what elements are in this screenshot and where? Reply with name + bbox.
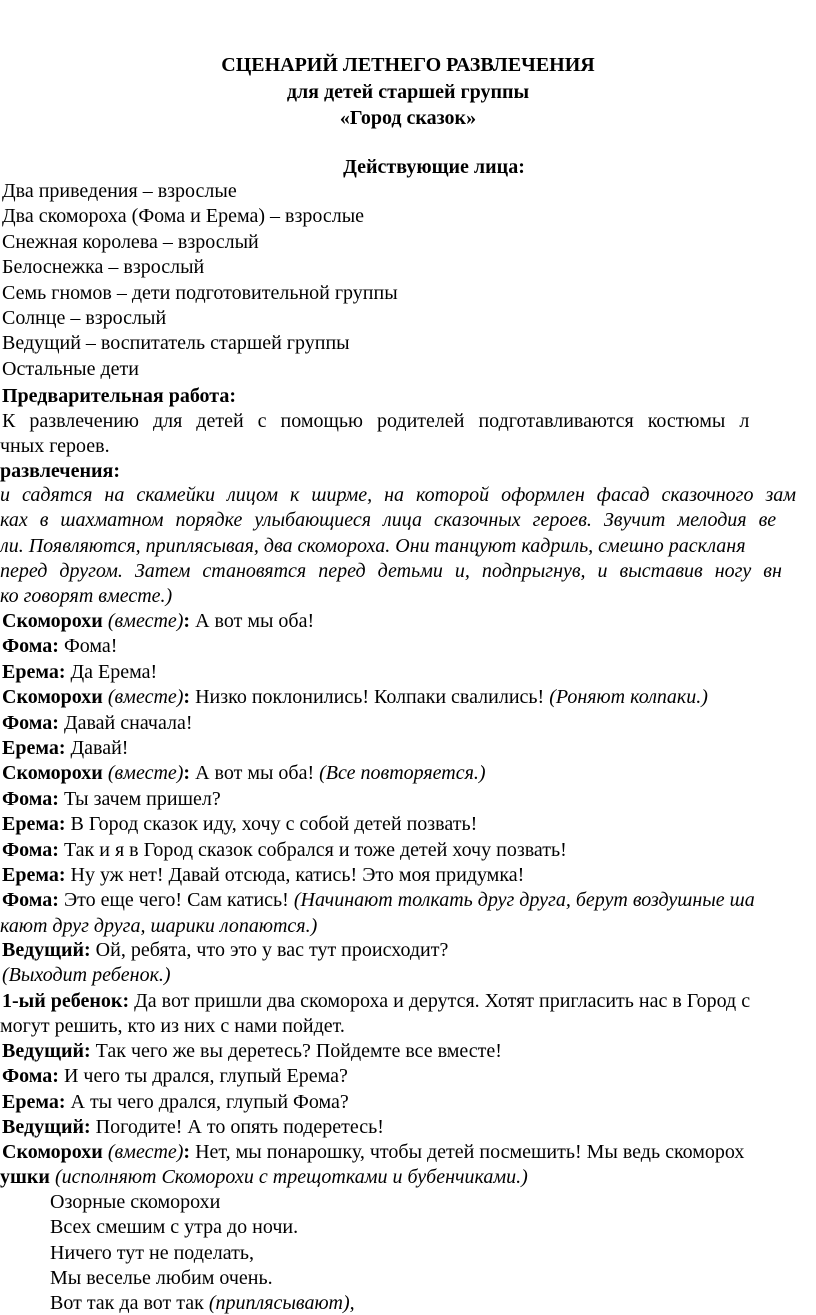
dialogue-line <box>2 710 816 736</box>
document-subtitle: для детей старшей группы <box>286 81 530 103</box>
speaker: Скоморохи <box>2 1141 103 1163</box>
speaker: Фома: <box>2 889 59 912</box>
dialogue-line <box>2 786 816 812</box>
dialogue-line <box>2 633 816 659</box>
line-text: Давай! <box>65 737 129 759</box>
dialogue-line <box>2 887 816 913</box>
speaker: Ведущий: <box>2 1115 91 1138</box>
line-text: Фома! <box>58 635 118 658</box>
speaker-note: (вместе) <box>102 762 184 785</box>
line-text: Так и я в Город сказок собрался и тоже детей хочу позвать! <box>58 838 567 861</box>
stage-direction: (Все повторяется.) <box>319 762 486 785</box>
dialogue-line <box>2 988 816 1014</box>
dialogue-line <box>2 684 816 710</box>
dialogue-line <box>2 862 816 888</box>
prep-line: К развлечению для детей с помощью родителей подготавливаются костюмы л <box>2 410 750 432</box>
stage-direction-line: и садятся на скамейки лицом к ширме, на которой оформлен фасад сказочного зам <box>0 484 797 506</box>
event-name: «Город сказок» <box>339 107 477 129</box>
line-text: Так чего же вы деретесь? Пойдемте все вместе! <box>90 1040 502 1062</box>
cast-item: Белоснежка – взрослый <box>2 256 205 279</box>
line-text: Погодите! А то опять подеретесь! <box>90 1115 384 1138</box>
speaker: Ерема: <box>2 737 66 759</box>
verse-line: Мы веселье любим очень. <box>50 1266 273 1289</box>
verse-line: Озорные скоморохи <box>50 1191 221 1213</box>
dialogue-line <box>2 760 816 786</box>
stage-direction-line: ко говорят вместе.) <box>0 585 173 608</box>
stage-direction-line: ках в шахматном порядке улыбающиеся лица сказочных героев. Звучит мелодия ве <box>0 509 777 532</box>
speaker: Скоморохи <box>2 610 103 632</box>
speaker-note: (вместе) <box>102 1141 184 1163</box>
cast-item: Снежная королева – взрослый <box>2 230 259 253</box>
dialogue-line <box>2 1089 816 1115</box>
speaker: Фома: <box>2 635 59 658</box>
speaker: Ведущий: <box>2 939 91 961</box>
speaker: Скоморохи <box>2 686 103 709</box>
stage-direction-line: ли. Появляются, приплясывая, два скомороха. Они танцуют кадриль, смешно раскланя <box>0 534 746 557</box>
stage-direction: кают друг друга, шарики лопаются.) <box>0 915 318 937</box>
speaker-colon: : <box>183 762 191 785</box>
cast-item: Ведущий – воспитатель старшей группы <box>2 332 350 355</box>
line-text: А ты чего дрался, глупый Фома? <box>65 1090 349 1113</box>
speaker: Ерема: <box>2 660 66 683</box>
dialogue-line: могут решить, кто из них с нами пойдет. <box>0 1015 345 1037</box>
cast-heading: Действующие лица: <box>343 156 525 178</box>
song-note: (исполняют Скоморохи с трещотками и бубенчиками.) <box>49 1166 528 1188</box>
cast-item: Два скомороха (Фома и Ерема) – взрослые <box>2 205 365 228</box>
speaker: Фома: <box>2 1065 59 1088</box>
verse-line: Всех смешим с утра до ночи. <box>50 1216 299 1239</box>
cast-item: Остальные дети <box>2 357 139 380</box>
dialogue-line <box>2 937 816 963</box>
stage-direction: (Роняют колпаки.) <box>549 686 708 709</box>
speaker-note: (вместе) <box>102 610 184 632</box>
stage-direction-line: перед другом. Затем становятся перед детьми и, подпрыгнув, и выставив ногу вн <box>0 559 782 582</box>
speaker: Скоморохи <box>2 762 103 785</box>
line-text: В Город сказок иду, хочу с собой детей позвать! <box>65 813 478 836</box>
speaker: Фома: <box>2 838 59 861</box>
speaker-colon: : <box>183 686 191 709</box>
dialogue-line <box>2 1038 816 1064</box>
line-text: Да Ерема! <box>65 660 158 683</box>
speaker: Ерема: <box>2 1090 66 1113</box>
speaker: 1-ый ребенок: <box>2 990 130 1012</box>
speaker: Ерема: <box>2 813 66 836</box>
stage-direction: (Начинают толкать друг друга, берут воздушные ша <box>293 889 755 912</box>
course-heading: развлечения: <box>0 460 120 482</box>
verse-line: Вот так да вот так (приплясывают), <box>50 1292 355 1314</box>
dialogue-line <box>2 608 816 634</box>
line-text: Это еще чего! Сам катись! <box>58 889 294 912</box>
dialogue-line <box>2 811 816 837</box>
line-text: А вот мы оба! <box>190 762 320 785</box>
cast-item: Два приведения – взрослые <box>2 180 237 202</box>
speaker: Фома: <box>2 711 59 734</box>
line-text: Давай сначала! <box>58 711 193 734</box>
speaker-colon: : <box>183 610 191 632</box>
line-text: Ты зачем пришел? <box>58 787 221 810</box>
line-text: Ну уж нет! Давай отсюда, катись! Это моя придумка! <box>65 864 525 886</box>
song-label: ушки <box>0 1166 50 1188</box>
speaker: Ерема: <box>2 864 66 886</box>
document-title: СЦЕНАРИЙ ЛЕТНЕГО РАЗВЛЕЧЕНИЯ <box>221 54 595 76</box>
speaker: Ведущий: <box>2 1040 91 1062</box>
dialogue-line <box>2 1114 816 1140</box>
dialogue-line <box>2 837 816 863</box>
stage-direction: (приплясывают), <box>208 1292 355 1314</box>
verse-line: Ничего тут не поделать, <box>50 1241 254 1264</box>
song-line <box>0 1164 816 1190</box>
speaker-note: (вместе) <box>102 686 184 709</box>
dialogue-line: Скоморохи (вместе): Нет, мы понарошку, чтобы детей посмешить! Мы ведь скоморох <box>2 1141 745 1163</box>
line-text: Низко поклонились! Колпаки свалились! <box>190 686 550 709</box>
dialogue-line <box>2 659 816 685</box>
speaker: Фома: <box>2 787 59 810</box>
line-text: Ой, ребята, что это у вас тут происходит? <box>90 939 449 961</box>
line-text: Да вот пришли два скомороха и дерутся. Хотят пригласить нас в Город с <box>129 990 751 1012</box>
dialogue-line <box>2 735 816 761</box>
prep-line: чных героев. <box>0 435 110 457</box>
dialogue-line <box>2 1063 816 1089</box>
stage-direction: (Выходит ребенок.) <box>2 964 171 986</box>
line-text: Нет, мы понарошку, чтобы детей посмешить! Мы ведь скоморох <box>190 1141 745 1163</box>
line-text: И чего ты дрался, глупый Ерема? <box>58 1065 348 1088</box>
line-text: А вот мы оба! <box>190 610 315 632</box>
prep-heading: Предварительная работа: <box>2 385 237 407</box>
cast-item: Солнце – взрослый <box>2 307 167 329</box>
cast-item: Семь гномов – дети подготовительной группы <box>2 281 398 304</box>
